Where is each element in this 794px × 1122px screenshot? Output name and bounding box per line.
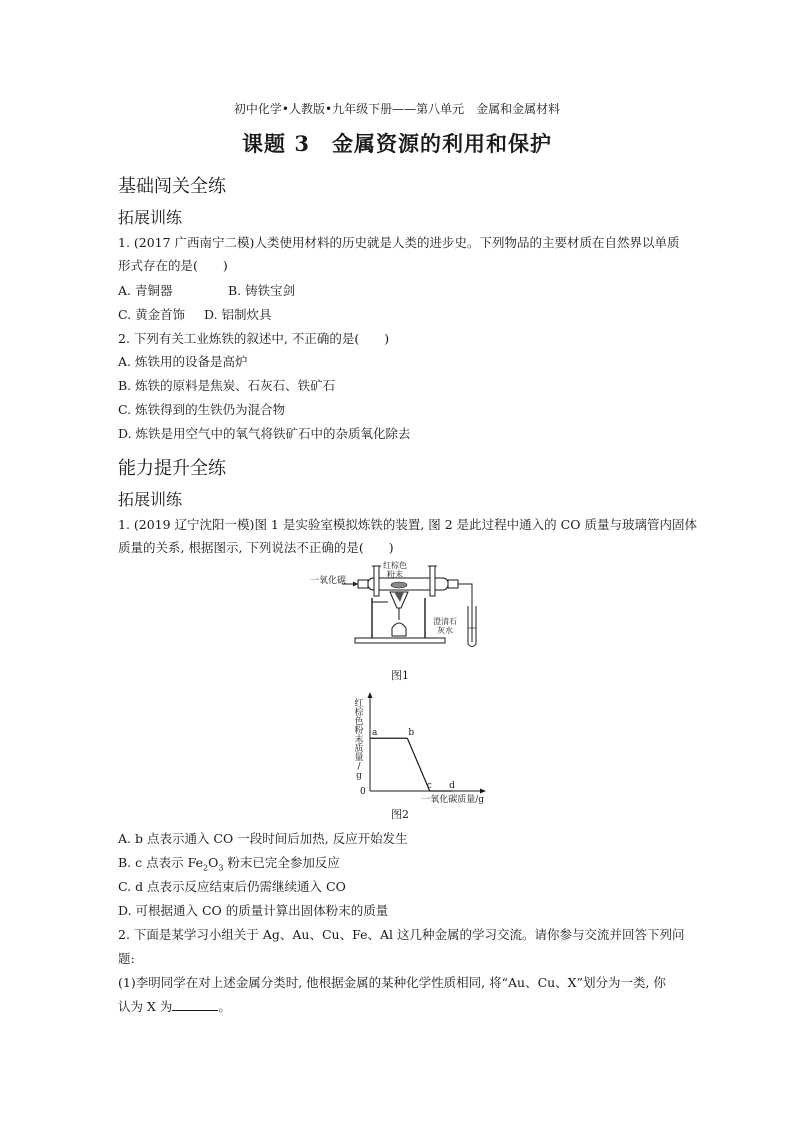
s1-q1-option-c: C. 黄金首饰 [118,307,186,322]
label-red-powder-2: 粉末 [387,570,403,579]
s2-q1-option-b [118,853,340,873]
x-axis-label: 一氧化碳质量/g [421,795,484,805]
s2-q1-stem-line2: 质量的关系, 根据图示, 下列说法不正确的是( ) [118,540,394,555]
s2-q2-part1-suffix: 。 [218,999,231,1014]
s1-q1-option-a: A. 青铜器 [118,283,173,298]
point-label-d: d [449,781,455,791]
s1-q1-stem-line1: 1. (2017 广西南宁二模)人类使用材料的历史就是人类的进步史。下列物品的主要材质在自然界以单质 [118,235,680,250]
s1-q1-option-d: D. 铝制炊具 [204,307,272,322]
page-header: 初中化学•人教版•九年级下册——第八单元 金属和金属材料 [233,102,561,116]
s1-q2-option-b: B. 炼铁的原料是焦炭、石灰石、铁矿石 [118,378,336,393]
section-advanced-heading: 能力提升全练 [118,458,226,479]
figure2-caption: 图2 [391,808,409,821]
s1-q2-option-c: C. 炼铁得到的生铁仍为混合物 [118,402,286,417]
s2-q1-option-c: C. d 点表示反应结束后仍需继续通入 CO [118,879,346,894]
s2-q2-part1-line1: (1)李明同学在对上述金属分类时, 他根据金属的某种化学性质相同, 将“Au、Cu、X”划分为一类, 你 [118,975,666,990]
s2-q1-stem-line1: 1. (2019 辽宁沈阳一模)图 1 是实验室模拟炼铁的装置, 图 2 是此过程中通入的 CO 质量与玻璃管内固体 [118,517,697,532]
label-carbon-monoxide: 一氧化碳 [310,576,347,586]
figure2-chart [340,688,490,806]
s2-q1-option-b-pre: B. c 点表示 Fe [118,855,203,870]
s2-q2-stem-line1: 2. 下面是某学习小组关于 Ag、Au、Cu、Fe、Al 这几种金属的学习交流。请你参与交流并回答下列问 [118,927,685,942]
point-label-b: b [408,728,415,739]
s1-q2-option-d: D. 炼铁是用空气中的氧气将铁矿石中的杂质氧化除去 [118,426,411,441]
figure1-caption-box [380,666,420,684]
s2-q1-option-d: D. 可根据通入 CO 的质量计算出固体粉末的质量 [118,903,389,918]
section-advanced-subheading: 拓展训练 [118,490,183,509]
figure1-apparatus [300,558,500,648]
point-label-a: a [372,728,378,739]
answer-blank[interactable] [172,1000,218,1011]
label-limewater-2: 灰水 [437,626,453,635]
s1-q1-stem-line2: 形式存在的是( ) [118,258,228,273]
s1-q2-option-a: A. 炼铁用的设备是高炉 [118,354,248,369]
section-basic-heading: 基础闯关全练 [118,176,226,197]
s1-q2-stem: 2. 下列有关工业炼铁的叙述中, 不正确的是( ) [118,331,390,346]
s2-q1-option-a: A. b 点表示通入 CO 一段时间后加热, 反应开始发生 [118,831,408,846]
y-axis-label: 红棕色粉末质量/ g [354,699,364,781]
s1-q1-option-b: B. 铸铁宝剑 [228,283,296,298]
s2-q1-option-b-mid: O [208,855,219,870]
label-limewater-1: 澄清石 [433,617,457,626]
series-layer [370,728,455,791]
s2-q1-option-b-sub2: 3 [218,863,224,873]
origin-label: 0 [360,787,366,797]
x-axis-arrow [480,789,486,794]
point-label-c: c [426,781,432,791]
s2-q2-part1-prefix: 认为 X 为 [118,999,173,1014]
y-axis-arrow [368,692,373,698]
s2-q1-option-b-post: 粉末已完全参加反应 [223,855,340,870]
lesson-title: 课题 3 金属资源的利用和保护 [242,131,552,156]
figure1-caption: 图1 [391,669,409,682]
s2-q2-part1-line2 [118,997,231,1015]
s2-q2-stem-line2: 题: [118,951,135,966]
figure2-caption-box [380,805,420,823]
label-red-powder-1: 红棕色 [383,561,407,570]
section-basic-subheading: 拓展训练 [118,208,183,227]
s2-q1-option-b-sub1: 2 [202,863,209,873]
